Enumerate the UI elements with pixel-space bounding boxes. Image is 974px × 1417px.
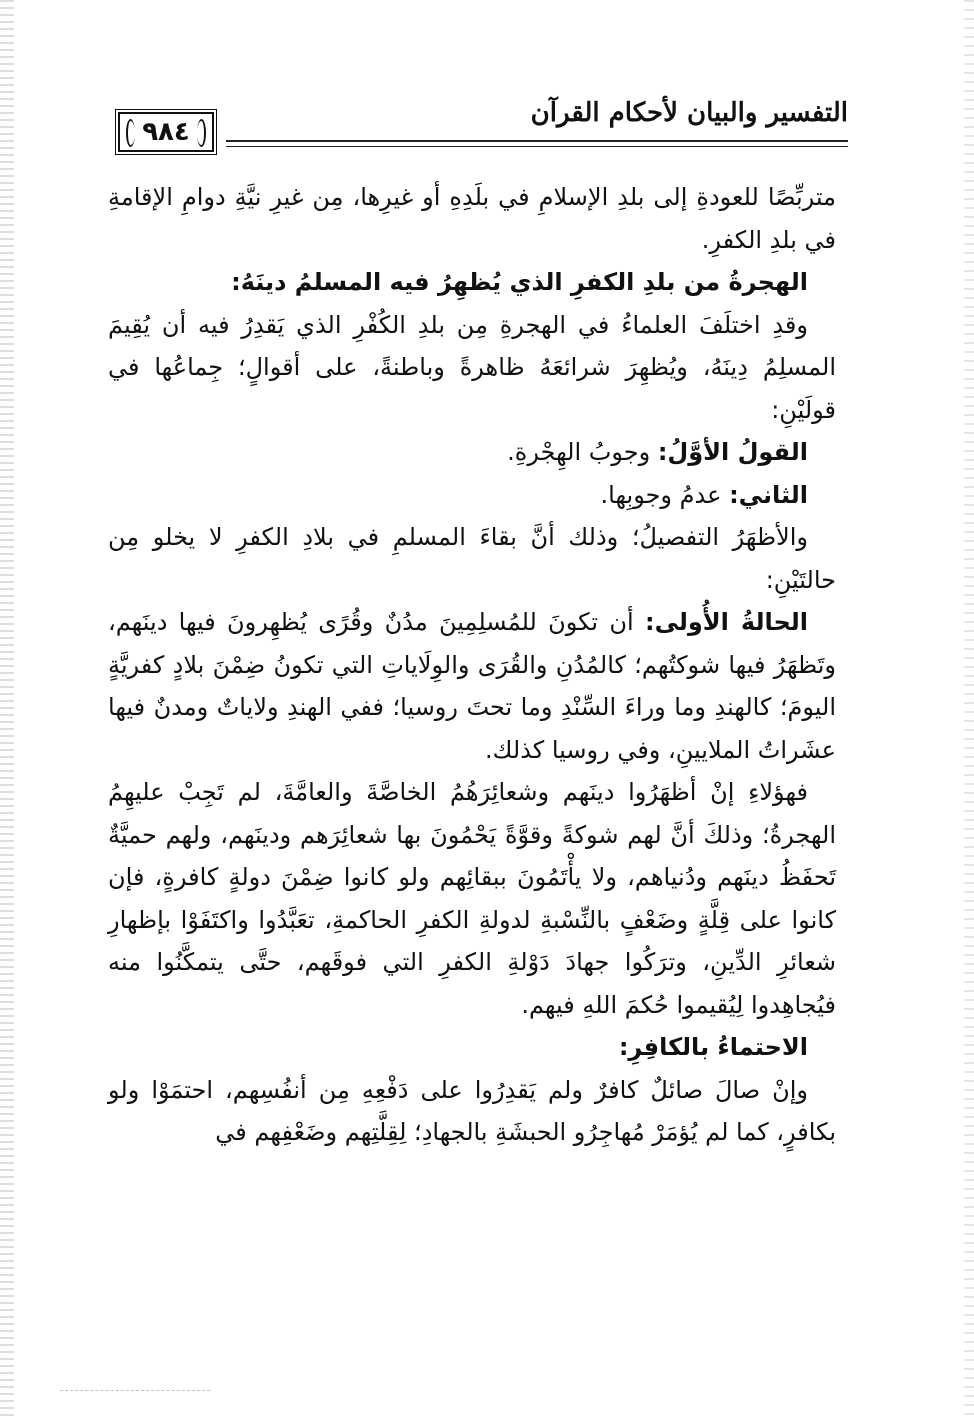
body-text — [108, 176, 836, 1154]
second-opinion-label: الثاني: — [729, 480, 808, 509]
paragraph-these-people: فهؤلاءِ إنْ أظهَرُوا دينَهم وشعائِرَهُمُ الخاصَّةَ والعامَّةَ، لم تَجِبْ عليهِمُ الهجرةُ؛ وذلكَ أنَّ لهم شوكةً وقوَّةً يَحْمُونَ بها شعائِرَهم ودينَهم، ولهم حميَّةٌ تَحفَظُ دينَهم ودُنياهم، ولا يأْتَمُونَ ببقائِهم ولو كانوا ضِمْنَ دولةٍ كافرةٍ، فإن كانوا على قِلَّةٍ وضَعْفٍ بالنِّسْبةِ لدولةِ الكفرِ الحاكمةِ، تعَبَّدُوا واكتَفَوْا بإظهارِ شعائرِ الدِّينِ، وترَكُوا جهادَ دَوْلةِ الكفرِ التي فوقَهم، حتَّى يتمكَّنُوا منه فيُجاهِدوا لِيُقيموا حُكمَ اللهِ فيهم. — [108, 778, 836, 1019]
bottom-scan-marks — [60, 1390, 210, 1399]
page-edge-right — [964, 0, 974, 1417]
paragraph-attacker: وإنْ صالَ صائلٌ كافرٌ ولم يَقدِرُوا على دَفْعِهِ مِن أنفُسِهم، احتمَوْا ولو بكافرٍ، كما لم يُؤمَرْ مُهاجِرُو الحبشَةِ بالجهادِ؛ لِقِلَّتِهم وضَعْفِهم في — [108, 1075, 836, 1146]
header-rule-left — [226, 140, 246, 147]
first-opinion-text: وجوبُ الهِجْرةِ. — [507, 438, 658, 466]
paragraph-first-case — [108, 601, 836, 771]
header-rule — [228, 140, 848, 147]
page-header — [108, 96, 848, 162]
paragraph-disagreement: وقدِ اختلَفَ العلماءُ في الهجرةِ مِن بلدِ الكُفْرِ الذي يَقدِرُ فيه أن يُقِيمَ المسلِمُ دِينَهُ، ويُظهِرَ شرائعَهُ ظاهرةً وباطنةً، على أقوالٍ؛ جِماعُها في قولَيْنِ: — [108, 310, 836, 424]
first-case-label: الحالةُ الأُولى: — [644, 608, 809, 636]
paragraph-continuation: متربِّصًا للعودةِ إلى بلدِ الإسلامِ في بلَدِهِ أو غيرِها، مِن غيرِ نيَّةِ دوامِ الإقامةِ في بلدِ الكفرِ. — [108, 183, 836, 254]
paragraph-first-opinion — [108, 431, 836, 474]
paragraph-second-opinion — [108, 474, 836, 517]
second-opinion-text: عدمُ وجوبِها. — [600, 480, 730, 509]
page-edge-left — [0, 0, 14, 1417]
section-heading-hijra: الهجرةُ من بلدِ الكفرِ الذي يُظهِرُ فيه المسلمُ دينَهُ: — [231, 268, 808, 296]
first-opinion-label: القولُ الأوَّلُ: — [657, 438, 808, 466]
first-case-text: أن تكونَ للمُسلِمِينَ مدُنٌ وقُرًى يُظهِرونَ فيها دينَهم، وتَظهَرُ فيها شوكتُهم؛ كالمُدُنِ والقُرَى والوِلَاياتِ التي تكونُ ضِمْنَ بلادٍ كفريَّةٍ اليومَ؛ كالهندِ وما وراءَ السِّنْدِ وما تحتَ روسيا؛ ففي الهندِ ولاياتٌ ومدنٌ فيها عشَراتُ الملايينِ، وفي روسيا كذلك. — [108, 608, 836, 764]
section-heading-protection: الاحتماءُ بالكافِرِ: — [618, 1033, 808, 1061]
paragraph-preferred: والأظهَرُ التفصيلُ؛ وذلك أنَّ بقاءَ المسلمِ في بلادِ الكفرِ لا يخلو مِن حالتَيْنِ: — [108, 523, 836, 594]
running-title: التفسير والبيان لأحكام القرآن — [530, 98, 848, 128]
page-number: ٩٨٤ — [118, 112, 214, 152]
